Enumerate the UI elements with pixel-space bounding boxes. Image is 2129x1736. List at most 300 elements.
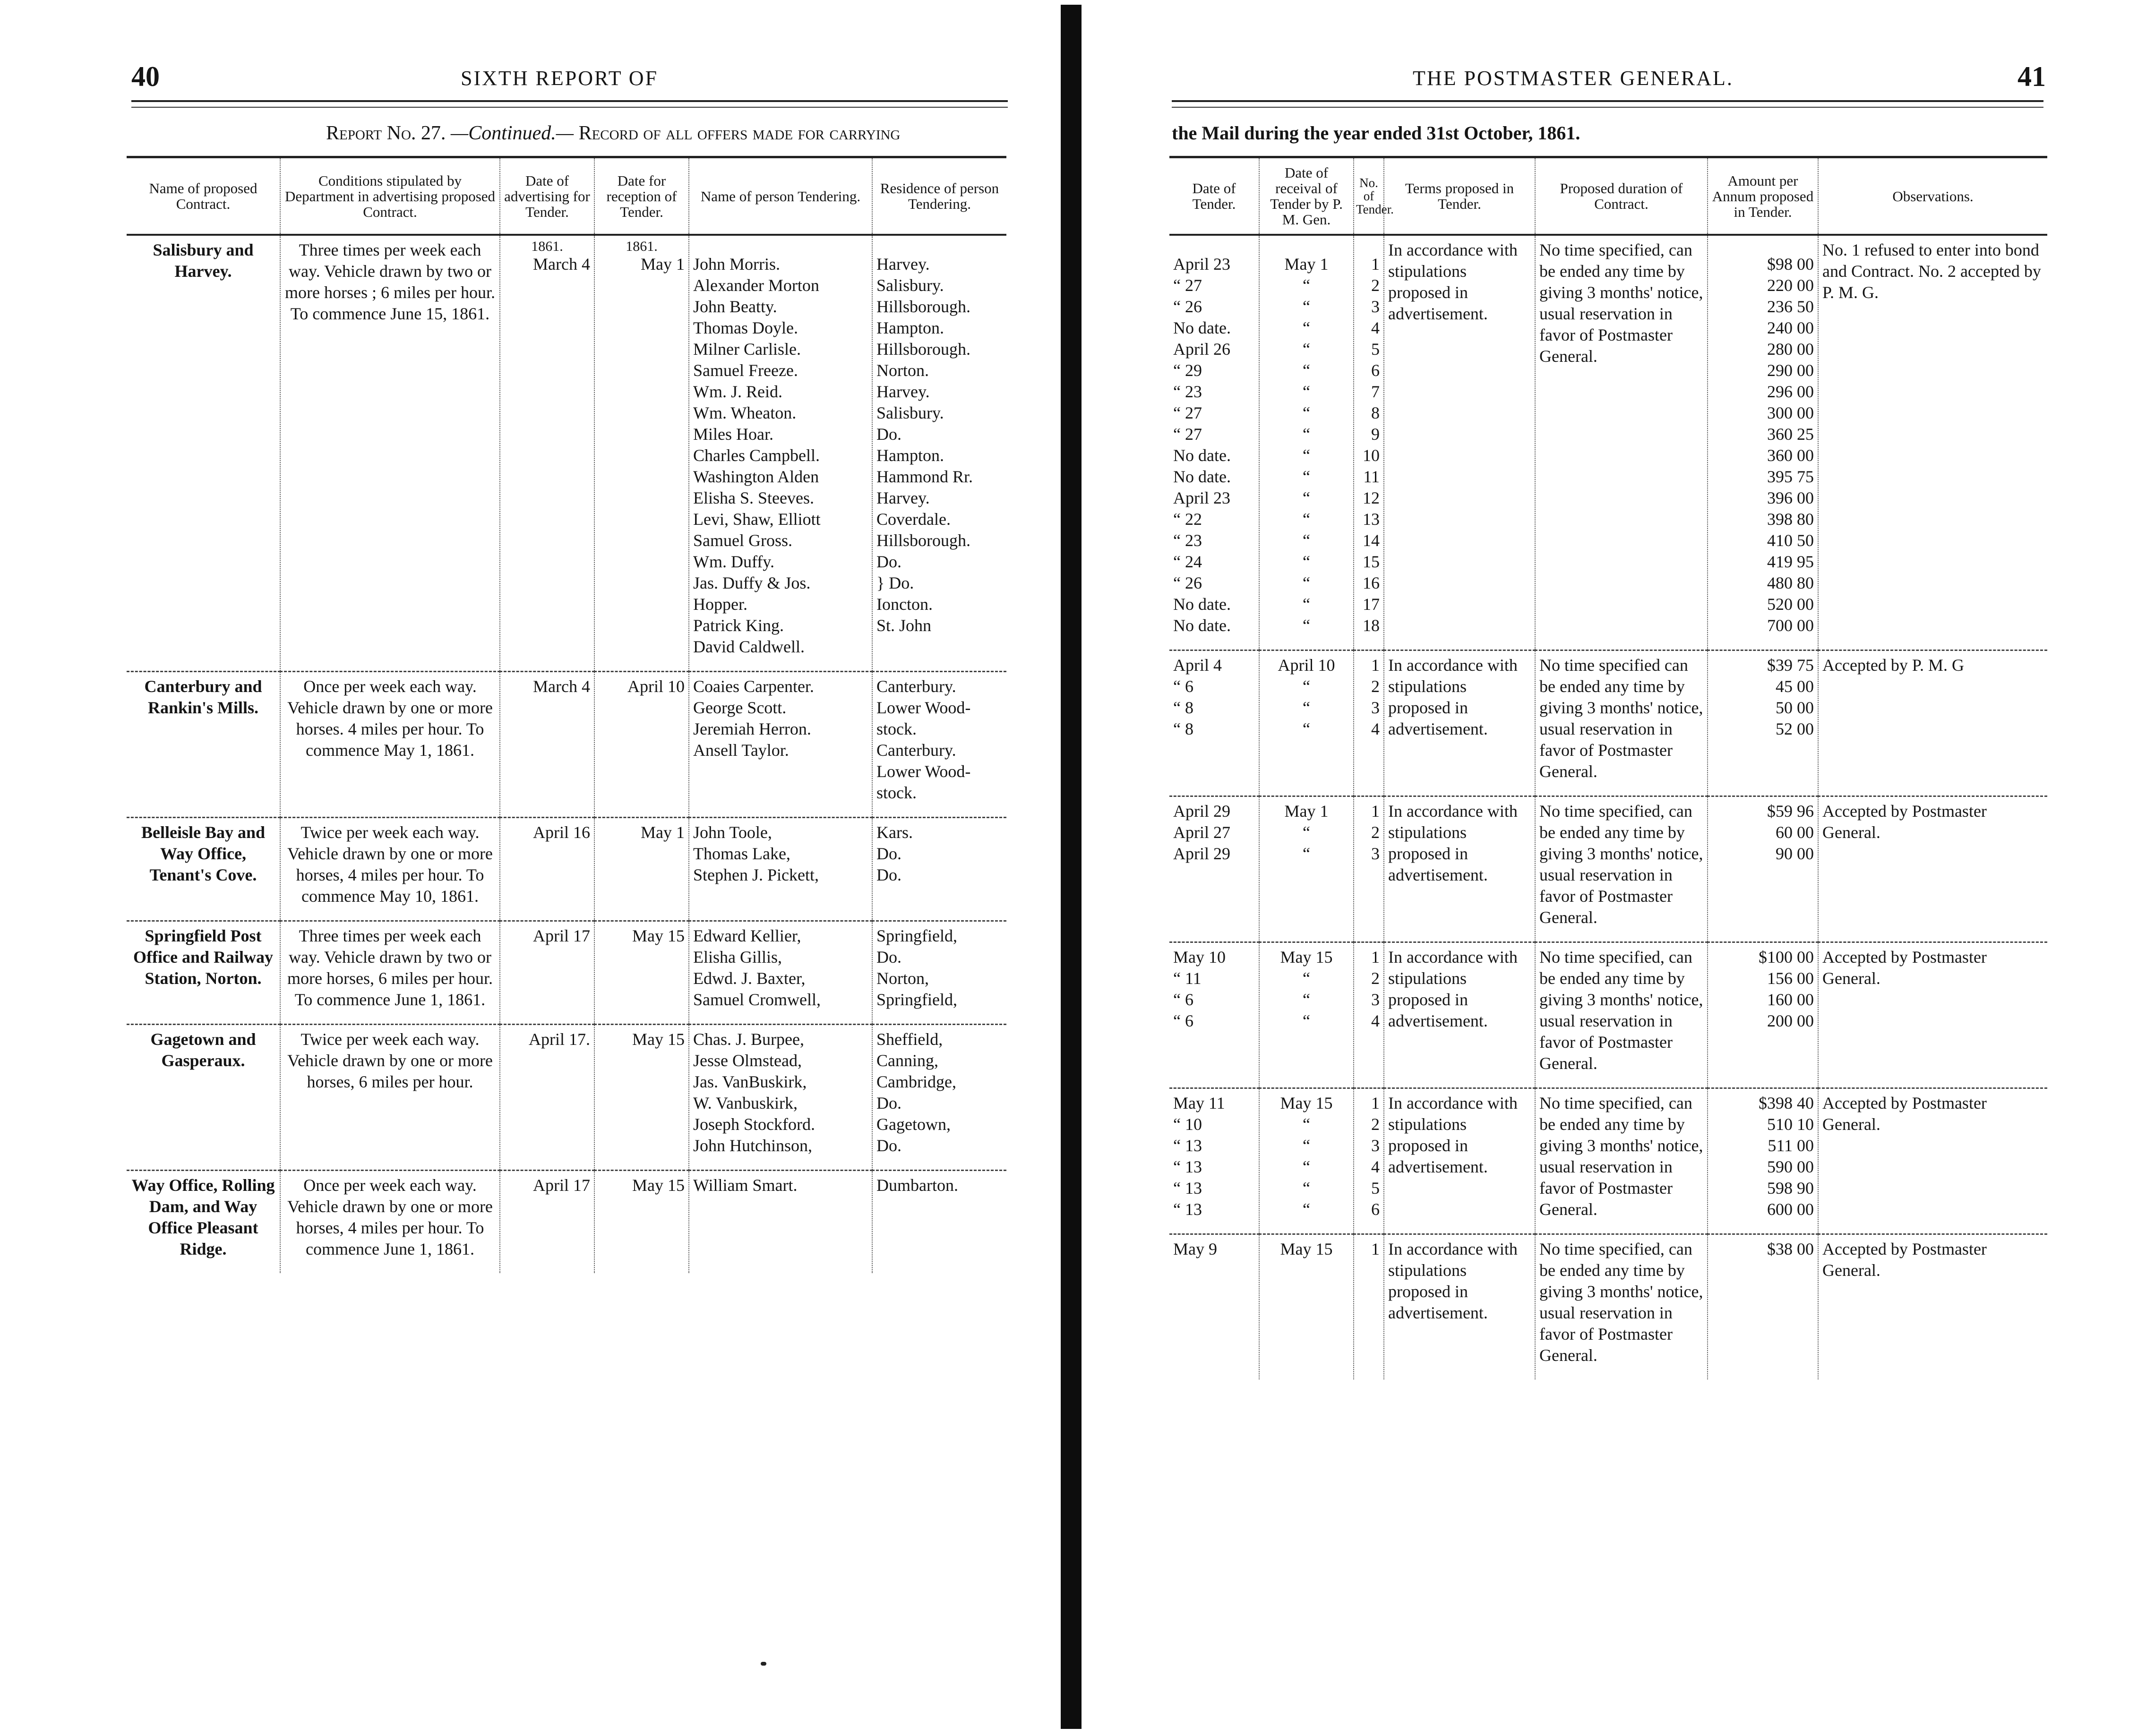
table-header-row [127, 157, 1006, 235]
receival-date: May 15 [1280, 1094, 1333, 1112]
terms: In accordance with stipulations proposed in advertisement. [1384, 650, 1535, 796]
residences-cell [872, 1025, 1006, 1171]
residences-cell [872, 672, 1006, 818]
date-reception: April 10 [627, 677, 685, 696]
terms: In accordance with stipulations proposed in advertisement. [1384, 1234, 1535, 1380]
amounts-cell [1708, 650, 1818, 796]
duration: No time specified, can be ended any time by giving 3 months' notice, usual reservation in favor of Postmaster General. [1535, 1234, 1708, 1380]
person-name: John Hutchinson, [693, 1136, 812, 1155]
tender-date: “ 13 [1173, 1157, 1202, 1176]
receival-date: “ [1303, 276, 1310, 295]
residence: Hillsborough. [876, 531, 971, 550]
residence: Do. [876, 1094, 901, 1112]
date-reception-cell [594, 818, 689, 921]
residence: Do. [876, 552, 901, 571]
date-reception-cell [594, 235, 689, 672]
tender-number: 15 [1363, 552, 1380, 571]
date-reception-cell [594, 1025, 689, 1171]
receival-cell [1259, 1234, 1354, 1380]
receival-date: “ [1303, 616, 1310, 635]
date-advertising: April 16 [533, 823, 590, 842]
tender-number: 5 [1371, 340, 1380, 359]
tender-number: 1 [1371, 1094, 1380, 1112]
tender-number: 8 [1371, 403, 1380, 422]
residence: Canterbury. [876, 741, 956, 760]
person-name: Wm. Duffy. [693, 552, 774, 571]
tender-date: “ 8 [1173, 719, 1193, 738]
residence: Do. [876, 844, 901, 863]
residence: Dumbarton. [876, 1176, 958, 1195]
residence: stock. [876, 783, 917, 802]
col-person: Name of person Tendering. [689, 157, 872, 235]
residences-cell [872, 1171, 1006, 1274]
head-rule-right-thin [1172, 107, 2043, 108]
col-date-receival: Date of receival of Tender by P. M. Gen. [1259, 157, 1354, 235]
person-name: Jas. VanBuskirk, [693, 1072, 807, 1091]
terms: In accordance with stipulations proposed in advertisement. [1384, 1088, 1535, 1234]
duration: No time specified, can be ended any time by giving 3 months' notice, usual reservation in favor of Postmaster General. [1535, 942, 1708, 1088]
residence: Harvey. [876, 488, 930, 507]
tender-date: May 11 [1173, 1094, 1225, 1112]
person-name: Miles Hoar. [693, 425, 773, 444]
person-name: Samuel Gross. [693, 531, 792, 550]
receival-cell [1259, 942, 1354, 1088]
tender-number: 9 [1371, 425, 1380, 444]
person-name: John Beatty. [693, 297, 777, 316]
person-name: Jas. Duffy & Jos. [693, 573, 811, 592]
contract-row [127, 1171, 1006, 1274]
residence: Cambridge, [876, 1072, 956, 1091]
tender-number: 2 [1371, 1115, 1380, 1134]
date-reception-cell [594, 672, 689, 818]
tender-date: “ 27 [1173, 276, 1202, 295]
person-name: John Morris. [693, 255, 781, 274]
tender-date: “ 24 [1173, 552, 1202, 571]
person-name: Hopper. [693, 595, 747, 614]
date-advertising: March 4 [533, 255, 590, 274]
persons-cell [689, 818, 872, 921]
receival-date: “ [1303, 403, 1310, 422]
tender-date: “ 27 [1173, 403, 1202, 422]
person-name: George Scott. [693, 698, 787, 717]
col-date-reception: Date for reception of Tender. [594, 157, 689, 235]
receival-date: “ [1303, 382, 1310, 401]
offers-table-left [127, 156, 1006, 1273]
person-name: Samuel Cromwell, [693, 990, 821, 1009]
persons-cell [689, 1025, 872, 1171]
residence: Salisbury. [876, 403, 944, 422]
contract-conditions: Three times per week each way. Vehicle drawn by two or more horses, 6 miles per hour. To commence June 1, 1861. [280, 921, 500, 1025]
residence: Ioncton. [876, 595, 933, 614]
residence: Do. [876, 948, 901, 966]
residence: Hampton. [876, 318, 944, 337]
duration: No time specified, can be ended any time by giving 3 months' notice, usual reservation in favor of Postmaster General. [1535, 1088, 1708, 1234]
col-tender-no: No. of Tender. [1354, 157, 1384, 235]
residence: Coverdale. [876, 510, 951, 529]
right-page [1073, 0, 2129, 1736]
col-observations: Observations. [1818, 157, 2047, 235]
terms: In accordance with stipulations proposed in advertisement. [1384, 796, 1535, 942]
person-name: Charles Campbell. [693, 446, 820, 465]
person-name: William Smart. [693, 1176, 798, 1195]
report-record: Record of all offers made for carrying [578, 122, 901, 144]
receival-date: “ [1303, 531, 1310, 550]
tender-date: “ 13 [1173, 1200, 1202, 1219]
amount: 590 00 [1767, 1157, 1814, 1176]
amount: 410 50 [1767, 531, 1814, 550]
residence: Do. [876, 1136, 901, 1155]
tender-number: 1 [1371, 1240, 1380, 1258]
tender-number: 11 [1363, 467, 1380, 486]
col-duration: Proposed duration of Contract. [1535, 157, 1708, 235]
date-advertising: April 17 [533, 926, 590, 945]
tender-date: “ 8 [1173, 698, 1193, 717]
date-advertising: April 17 [533, 1176, 590, 1195]
table-header-row-right [1169, 157, 2047, 235]
tender-number: 12 [1363, 488, 1380, 507]
receival-date: “ [1303, 1011, 1310, 1030]
receival-date: “ [1303, 1115, 1310, 1134]
receival-date: “ [1303, 425, 1310, 444]
amount: 220 00 [1767, 276, 1814, 295]
tender-dates-cell [1169, 1088, 1259, 1234]
residence: Do. [876, 425, 901, 444]
tender-row [1169, 1234, 2047, 1380]
amount: 419 95 [1767, 552, 1814, 571]
amount: $398 40 [1759, 1094, 1814, 1112]
receival-cell [1259, 796, 1354, 942]
receival-date: “ [1303, 698, 1310, 717]
persons-cell [689, 1171, 872, 1274]
person-name: Wm. J. Reid. [693, 382, 782, 401]
residence: Springfield, [876, 990, 957, 1009]
amount: $100 00 [1759, 948, 1814, 966]
persons-cell [689, 672, 872, 818]
offers-table-right [1169, 156, 2047, 1379]
page-number-left: 40 [131, 61, 160, 92]
tender-number: 10 [1363, 446, 1380, 465]
tender-number: 1 [1371, 948, 1380, 966]
contract-row [127, 1025, 1006, 1171]
residence: Hammond Rr. [876, 467, 973, 486]
residence: Hillsborough. [876, 297, 971, 316]
person-name: Milner Carlisle. [693, 340, 801, 359]
contract-row [127, 921, 1006, 1025]
receival-date: “ [1303, 844, 1310, 863]
observations: Accepted by Postmaster General. [1818, 942, 2047, 1088]
receival-date: “ [1303, 595, 1310, 614]
tender-date: “ 6 [1173, 1011, 1193, 1030]
person-name: Jesse Olmstead, [693, 1051, 802, 1070]
contract-row [127, 672, 1006, 818]
residence: Norton, [876, 969, 929, 988]
contract-name: Belleisle Bay and Way Office, Tenant's Cove. [141, 823, 266, 884]
tender-date: No date. [1173, 467, 1231, 486]
amount: 598 90 [1767, 1179, 1814, 1197]
date-advertising-cell [500, 818, 594, 921]
col-residence: Residence of person Tendering. [872, 157, 1006, 235]
person-name: Wm. Wheaton. [693, 403, 797, 422]
tender-date: April 4 [1173, 656, 1222, 675]
receival-date: “ [1303, 719, 1310, 738]
date-advertising-cell [500, 235, 594, 672]
receival-date: “ [1303, 361, 1310, 380]
tender-row [1169, 235, 2047, 650]
amount: 240 00 [1767, 318, 1814, 337]
tender-date: April 29 [1173, 802, 1230, 821]
date-advertising: April 17. [529, 1030, 590, 1049]
amount: 398 80 [1767, 510, 1814, 529]
receival-date: May 15 [1280, 1240, 1333, 1258]
contract-conditions: Twice per week each way. Vehicle drawn by one or more horses, 6 miles per hour. [280, 1025, 500, 1171]
receival-date: “ [1303, 1200, 1310, 1219]
date-advertising-cell [500, 921, 594, 1025]
receival-date: “ [1303, 467, 1310, 486]
col-amount: Amount per Annum proposed in Tender. [1708, 157, 1818, 235]
contract-conditions: Once per week each way. Vehicle drawn by one or more horses. 4 miles per hour. To commence May 1, 1861. [280, 672, 500, 818]
residence: Kars. [876, 823, 913, 842]
residence: Gagetown, [876, 1115, 951, 1134]
tender-date: May 9 [1173, 1240, 1217, 1258]
person-name: Washington Alden [693, 467, 819, 486]
tender-date: “ 26 [1173, 297, 1202, 316]
tender-date: “ 23 [1173, 531, 1202, 550]
terms: In accordance with stipulations proposed in advertisement. [1384, 235, 1535, 650]
residence: Lower Wood- [876, 762, 971, 781]
observations: No. 1 refused to enter into bond and Contract. No. 2 accepted by P. M. G. [1818, 235, 2047, 650]
tender-row [1169, 796, 2047, 942]
amount: 360 25 [1767, 425, 1814, 444]
persons-cell [689, 235, 872, 672]
person-name: David Caldwell. [693, 637, 805, 656]
tender-no-cell [1354, 235, 1384, 650]
date-reception: May 15 [632, 1176, 685, 1195]
contract-name: Canterbury and Rankin's Mills. [144, 677, 262, 717]
tender-no-cell [1354, 650, 1384, 796]
tender-number: 4 [1371, 1011, 1380, 1030]
person-name: Elisha Gillis, [693, 948, 782, 966]
tender-date: April 23 [1173, 255, 1230, 274]
receival-date: “ [1303, 340, 1310, 359]
tender-number: 4 [1371, 318, 1380, 337]
tender-date: No date. [1173, 318, 1231, 337]
contract-row [127, 818, 1006, 921]
tender-date: “ 13 [1173, 1136, 1202, 1155]
amount: 45 00 [1776, 677, 1814, 696]
residence: Springfield, [876, 926, 957, 945]
tender-date: “ 11 [1173, 969, 1202, 988]
date-advertising-cell [500, 672, 594, 818]
residence: Hillsborough. [876, 340, 971, 359]
tender-date: April 27 [1173, 823, 1230, 842]
person-name: Chas. J. Burpee, [693, 1030, 804, 1049]
receival-date: “ [1303, 297, 1310, 316]
observations: Accepted by Postmaster General. [1818, 1088, 2047, 1234]
tender-row [1169, 1088, 2047, 1234]
amounts-cell [1708, 942, 1818, 1088]
residence: Norton. [876, 361, 929, 380]
receival-date: “ [1303, 1136, 1310, 1155]
amount: $39 75 [1767, 656, 1814, 675]
tender-date: “ 23 [1173, 382, 1202, 401]
receival-date: “ [1303, 446, 1310, 465]
tender-date: April 26 [1173, 340, 1230, 359]
col-date-advertising: Date of advertising for Tender. [500, 157, 594, 235]
tender-number: 1 [1371, 656, 1380, 675]
duration: No time specified, can be ended any time by giving 3 months' notice, usual reservation in favor of Postmaster General. [1535, 235, 1708, 650]
amount: 90 00 [1776, 844, 1814, 863]
amount: 50 00 [1776, 698, 1814, 717]
tender-no-cell [1354, 1088, 1384, 1234]
residence: St. John [876, 616, 932, 635]
tender-date: April 23 [1173, 488, 1230, 507]
date-advertising: March 4 [533, 677, 590, 696]
person-name: Jeremiah Herron. [693, 719, 811, 738]
tender-date: “ 10 [1173, 1115, 1202, 1134]
amount: 395 75 [1767, 467, 1814, 486]
receival-date: May 15 [1280, 948, 1333, 966]
date-reception: May 15 [632, 926, 685, 945]
tender-number: 1 [1371, 802, 1380, 821]
tender-number: 13 [1363, 510, 1380, 529]
tender-number: 16 [1363, 573, 1380, 592]
tender-number: 3 [1371, 1136, 1380, 1155]
report-caption [326, 122, 900, 145]
tender-number: 18 [1363, 616, 1380, 635]
residence: Sheffield, [876, 1030, 943, 1049]
person-name: Samuel Freeze. [693, 361, 798, 380]
tender-date: “ 27 [1173, 425, 1202, 444]
tender-date: No date. [1173, 595, 1231, 614]
tender-date: No date. [1173, 446, 1231, 465]
tender-date: “ 6 [1173, 990, 1193, 1009]
observations: Accepted by Postmaster General. [1818, 796, 2047, 942]
amount: 396 00 [1767, 488, 1814, 507]
observations: Accepted by P. M. G [1818, 650, 2047, 796]
head-rule [131, 100, 1008, 102]
person-name: John Toole, [693, 823, 772, 842]
receival-date: “ [1303, 1157, 1310, 1176]
amount: $98 00 [1767, 255, 1814, 274]
tender-dates-cell [1169, 942, 1259, 1088]
tender-number: 2 [1371, 677, 1380, 696]
tender-number: 3 [1371, 844, 1380, 863]
tender-date: “ 13 [1173, 1179, 1202, 1197]
tender-dates-cell [1169, 650, 1259, 796]
person-name: Ansell Taylor. [693, 741, 789, 760]
ink-dot [761, 1662, 766, 1666]
amount: 200 00 [1767, 1011, 1814, 1030]
person-name: Edward Kellier, [693, 926, 801, 945]
contract-conditions: Three times per week each way. Vehicle drawn by two or more horses ; 6 miles per hour. To commence June 15, 1861. [280, 235, 500, 672]
tender-no-cell [1354, 1234, 1384, 1380]
amount: $38 00 [1767, 1240, 1814, 1258]
contract-conditions: Twice per week each way. Vehicle drawn by one or more horses, 4 miles per hour. To commence May 10, 1861. [280, 818, 500, 921]
tender-row [1169, 942, 2047, 1088]
amount: 236 50 [1767, 297, 1814, 316]
amount: 296 00 [1767, 382, 1814, 401]
running-head-right: THE POSTMASTER GENERAL. [1413, 67, 1734, 90]
tender-number: 5 [1371, 1179, 1380, 1197]
receival-date: “ [1303, 677, 1310, 696]
tender-number: 2 [1371, 276, 1380, 295]
tender-no-cell [1354, 796, 1384, 942]
tender-number: 3 [1371, 297, 1380, 316]
residence: Salisbury. [876, 276, 944, 295]
amount: 511 00 [1768, 1136, 1814, 1155]
adv-year: 1861. [531, 239, 563, 254]
contract-name: Gagetown and Gasperaux. [150, 1030, 256, 1070]
rec-year: 1861. [626, 239, 658, 254]
person-name: Levi, Shaw, Elliott [693, 510, 821, 529]
left-page [0, 0, 1047, 1736]
terms: In accordance with stipulations proposed in advertisement. [1384, 942, 1535, 1088]
residence: Canterbury. [876, 677, 956, 696]
receival-cell [1259, 235, 1354, 650]
person-name: W. Vanbuskirk, [693, 1094, 798, 1112]
tender-dates-cell [1169, 796, 1259, 942]
persons-cell [689, 921, 872, 1025]
receival-date: “ [1303, 573, 1310, 592]
receival-date: May 1 [1284, 255, 1329, 274]
col-date-tender: Date of Tender. [1192, 180, 1236, 212]
residence: stock. [876, 719, 917, 738]
tender-date: “ 29 [1173, 361, 1202, 380]
receival-date: “ [1303, 969, 1310, 988]
receival-date: May 1 [1284, 802, 1329, 821]
report-number: Report No. 27. [326, 122, 446, 144]
person-name: Elisha S. Steeves. [693, 488, 814, 507]
contract-name: Salisbury and Harvey. [153, 240, 254, 281]
amount: 60 00 [1776, 823, 1814, 842]
contract-name: Springfield Post Office and Railway Station, Norton. [133, 926, 273, 988]
duration: No time specified, can be ended any time by giving 3 months' notice, usual reservation in favor of Postmaster General. [1535, 796, 1708, 942]
caption-right: the Mail during the year ended 31st October, 1861. [1172, 122, 1580, 144]
report-continued: —Continued.— [450, 122, 574, 144]
person-name: Patrick King. [693, 616, 784, 635]
amount: 480 80 [1767, 573, 1814, 592]
person-name: Stephen J. Pickett, [693, 865, 819, 884]
residence: Lower Wood- [876, 698, 971, 717]
observations: Accepted by Postmaster General. [1818, 1234, 2047, 1380]
tender-date: May 10 [1173, 948, 1226, 966]
amounts-cell [1708, 1234, 1818, 1380]
receival-date: “ [1303, 488, 1310, 507]
residences-cell [872, 235, 1006, 672]
contract-conditions: Once per week each way. Vehicle drawn by one or more horses, 4 miles per hour. To commence June 1, 1861. [280, 1171, 500, 1274]
date-reception-cell [594, 1171, 689, 1274]
amount: 290 00 [1767, 361, 1814, 380]
date-reception: May 1 [641, 823, 685, 842]
tender-row [1169, 650, 2047, 796]
tender-date: “ 22 [1173, 510, 1202, 529]
date-reception: May 1 [641, 255, 685, 274]
receival-date: “ [1303, 510, 1310, 529]
residence: Hampton. [876, 446, 944, 465]
head-rule-thin [131, 107, 1008, 108]
tender-number: 7 [1371, 382, 1380, 401]
tender-date: No date. [1173, 616, 1231, 635]
amount: 156 00 [1767, 969, 1814, 988]
tender-number: 4 [1371, 1157, 1380, 1176]
date-advertising-cell [500, 1025, 594, 1171]
residence: Harvey. [876, 382, 930, 401]
amount: 510 10 [1767, 1115, 1814, 1134]
amount: 52 00 [1776, 719, 1814, 738]
person-name: Thomas Lake, [693, 844, 790, 863]
amount: 600 00 [1767, 1200, 1814, 1219]
residences-cell [872, 921, 1006, 1025]
